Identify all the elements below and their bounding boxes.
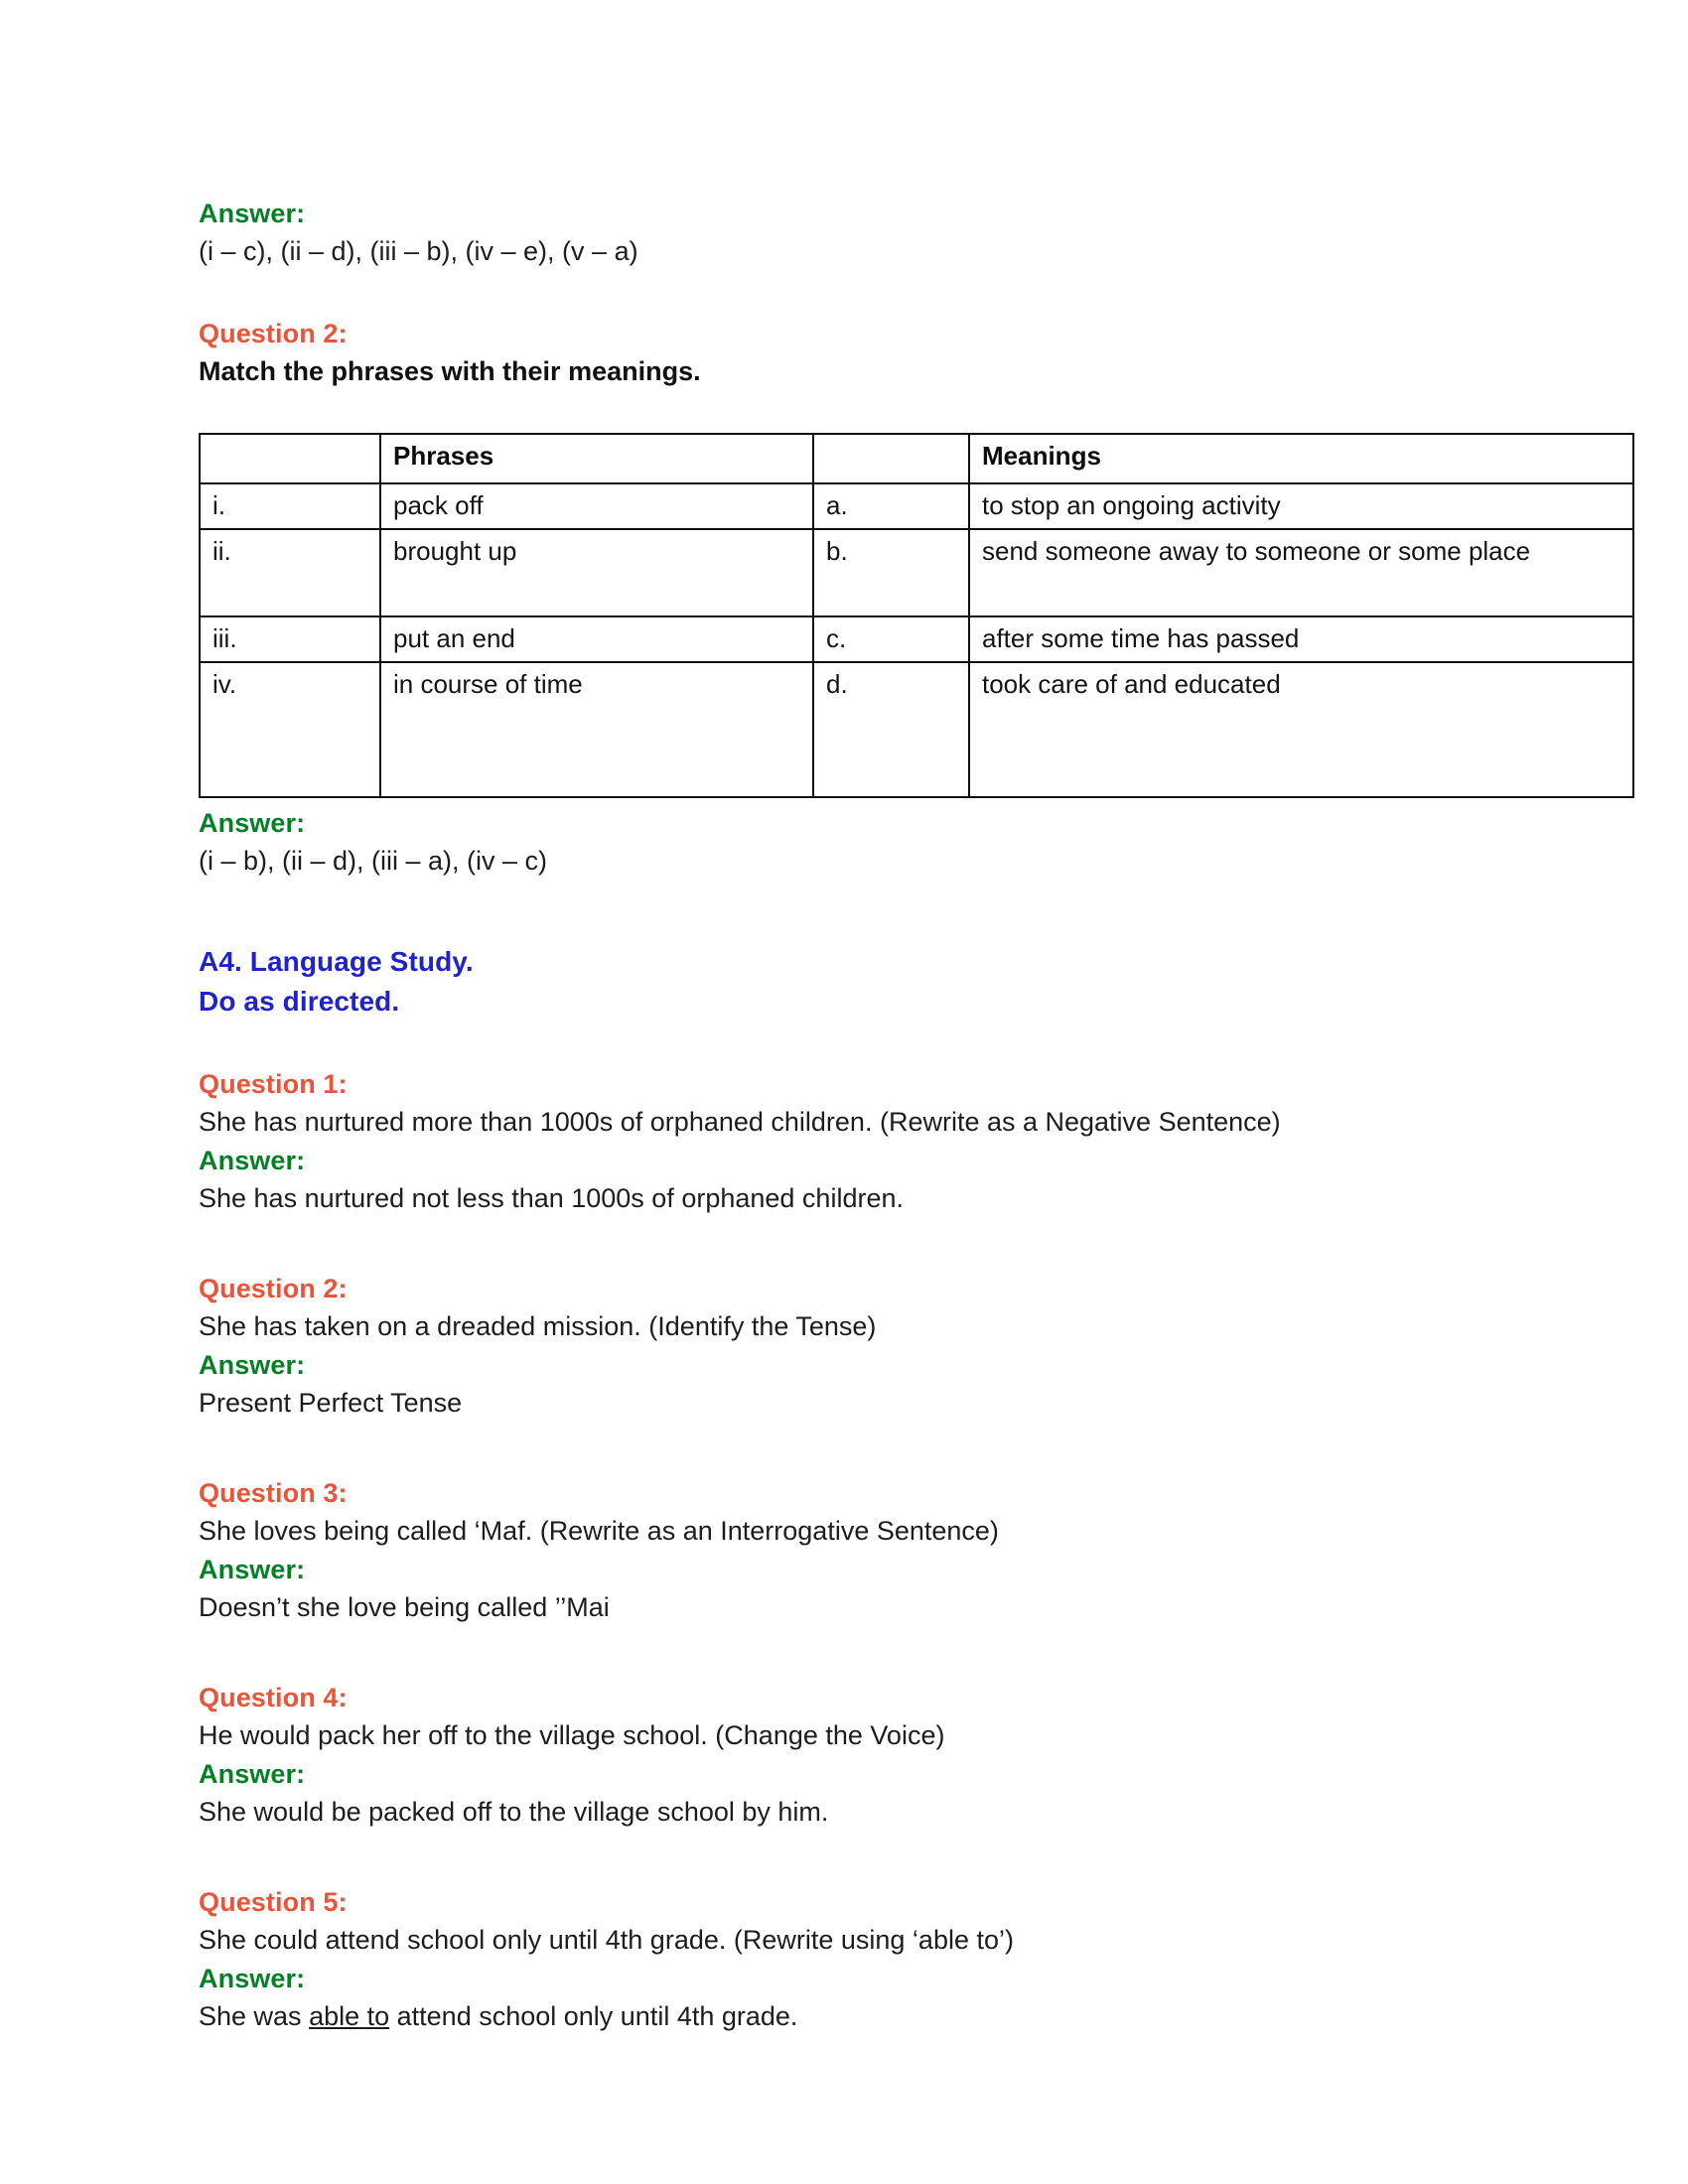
a4-question-5-block	[199, 1883, 1539, 2036]
question-prompt: She could attend school only until 4th grade. (Rewrite using ‘able to’)	[199, 1925, 1014, 1955]
a4-question-4-block	[199, 1679, 1539, 1832]
spacer	[199, 1875, 1539, 1883]
answer-label: Answer:	[199, 1555, 306, 1584]
spacer	[199, 1627, 1539, 1671]
phrases-meanings-table	[199, 433, 1634, 798]
a4-question-1-block	[199, 1065, 1539, 1218]
spacer	[199, 1423, 1539, 1466]
section-heading-line-2: Do as directed.	[199, 986, 400, 1017]
question-prompt: He would pack her off to the village school. (Change the Voice)	[199, 1720, 945, 1750]
spacer	[199, 1466, 1539, 1474]
table-cell-number: ii.	[200, 529, 380, 616]
answer-text: She would be packed off to the village school by him.	[199, 1797, 829, 1827]
table-cell-letter: b.	[813, 529, 969, 616]
table-row	[200, 616, 1633, 662]
table-header-cell-phrases: Phrases	[380, 434, 813, 483]
spacer	[199, 1218, 1539, 1262]
question-prompt: She has taken on a dreaded mission. (Identify the Tense)	[199, 1311, 877, 1341]
answer-label: Answer:	[199, 1964, 306, 1993]
question-prompt: She has nurtured more than 1000s of orphaned children. (Rewrite as a Negative Sentence)	[199, 1107, 1281, 1137]
answer-text: (i – c), (ii – d), (iii – b), (iv – e), (v – a)	[199, 236, 638, 266]
spacer	[199, 1022, 1539, 1065]
answer-label: Answer:	[199, 1146, 306, 1175]
table-header-cell-blank1	[200, 434, 380, 483]
answer-text-underlined: able to	[309, 2001, 390, 2031]
answer-text-suffix: attend school only until 4th grade.	[389, 2001, 798, 2031]
question-prompt: Match the phrases with their meanings.	[199, 356, 701, 386]
answer-text	[199, 1997, 1539, 2036]
table-cell-letter: d.	[813, 662, 969, 797]
a3-table-answer-block	[199, 804, 1539, 881]
a4-question-3-block	[199, 1474, 1539, 1627]
table-cell-phrase: put an end	[380, 616, 813, 662]
answer-label: Answer:	[199, 1759, 306, 1789]
table-cell-meaning: send someone away to someone or some place	[969, 529, 1633, 616]
table-cell-number: iii.	[200, 616, 380, 662]
answer-label: Answer:	[199, 808, 306, 838]
spacer	[199, 881, 1539, 924]
a3-answer-block	[199, 195, 1539, 271]
table-row	[200, 662, 1633, 797]
spacer	[199, 1671, 1539, 1679]
spacer	[199, 1262, 1539, 1270]
table-row	[200, 529, 1633, 616]
table-cell-letter: a.	[813, 483, 969, 529]
answer-text: Present Perfect Tense	[199, 1388, 463, 1418]
answer-text: (i – b), (ii – d), (iii – a), (iv – c)	[199, 846, 548, 876]
a4-section-heading	[199, 942, 1539, 1022]
spacer	[199, 271, 1539, 315]
table-cell-number: i.	[200, 483, 380, 529]
table-header-row	[200, 434, 1633, 483]
table-cell-phrase: in course of time	[380, 662, 813, 797]
a3-question-2-block	[199, 315, 1539, 391]
answer-label: Answer:	[199, 199, 306, 228]
table-header-cell-meanings: Meanings	[969, 434, 1633, 483]
table-cell-number: iv.	[200, 662, 380, 797]
a4-question-2-block	[199, 1270, 1539, 1423]
spacer	[199, 924, 1539, 942]
question-label: Question 2:	[199, 319, 348, 348]
spacer	[199, 391, 1539, 423]
answer-text: She has nurtured not less than 1000s of orphaned children.	[199, 1183, 904, 1213]
table-cell-letter: c.	[813, 616, 969, 662]
question-label: Question 3:	[199, 1478, 348, 1508]
table-row	[200, 483, 1633, 529]
answer-label: Answer:	[199, 1350, 306, 1380]
answer-text-prefix: She was	[199, 2001, 310, 2031]
table-cell-meaning: took care of and educated	[969, 662, 1633, 797]
question-label: Question 5:	[199, 1887, 348, 1917]
table-cell-phrase: brought up	[380, 529, 813, 616]
question-prompt: She loves being called ‘Maf. (Rewrite as an Interrogative Sentence)	[199, 1516, 999, 1546]
section-heading-line-1: A4. Language Study.	[199, 946, 474, 977]
table-cell-meaning: after some time has passed	[969, 616, 1633, 662]
question-label: Question 2:	[199, 1274, 348, 1303]
question-label: Question 1:	[199, 1069, 348, 1099]
table-header-cell-blank2	[813, 434, 969, 483]
table-cell-meaning: to stop an ongoing activity	[969, 483, 1633, 529]
answer-text: Doesn’t she love being called ’’Mai	[199, 1592, 610, 1622]
spacer	[199, 1832, 1539, 1875]
question-label: Question 4:	[199, 1683, 348, 1712]
table-cell-phrase: pack off	[380, 483, 813, 529]
